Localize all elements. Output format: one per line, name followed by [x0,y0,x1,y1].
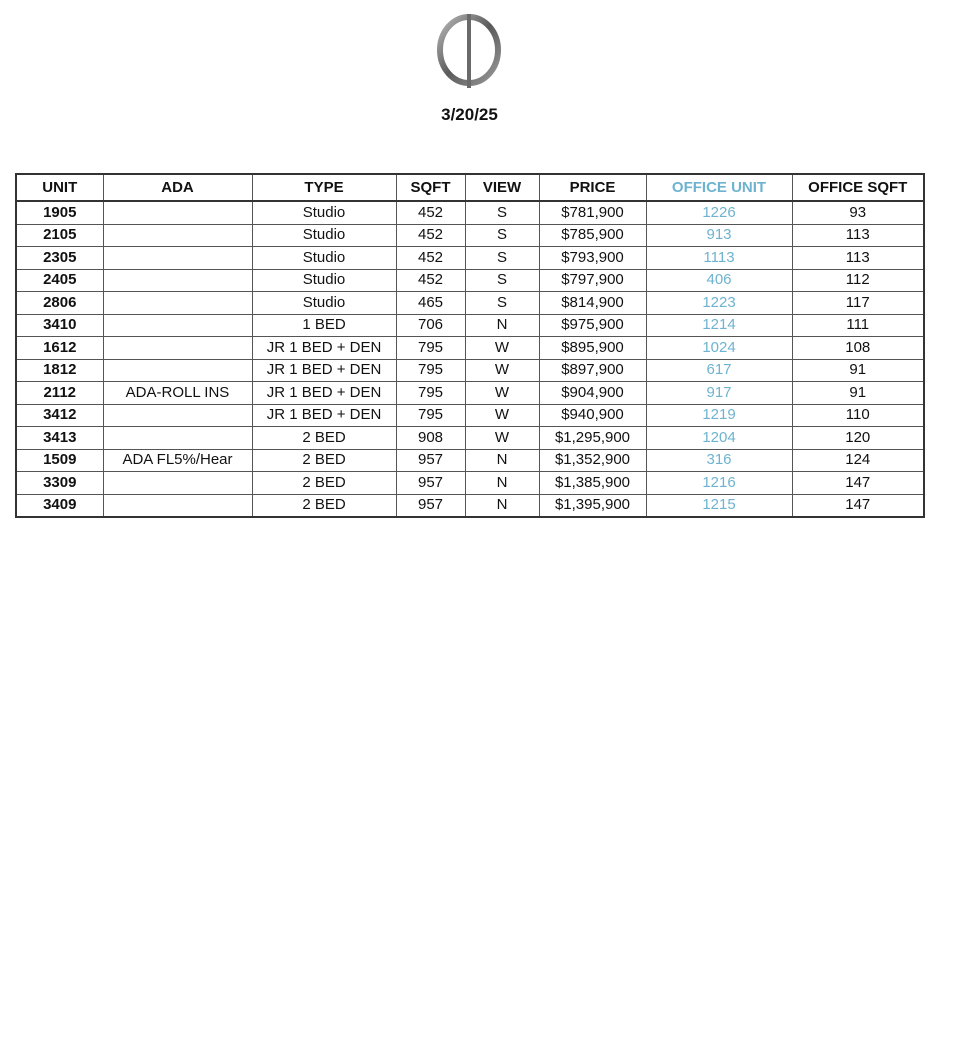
table-row [16,404,924,427]
ada-cell [103,269,252,292]
ada-cell [103,201,252,224]
office-unit-cell: 1204 [646,427,792,450]
office-sqft-cell: 110 [792,404,924,427]
monogram-logo-icon [434,12,504,90]
office-unit-cell: 1219 [646,404,792,427]
ada-cell [103,314,252,337]
office-sqft-cell: 120 [792,427,924,450]
type-cell: Studio [252,292,396,315]
price-cell: $785,900 [539,224,646,247]
table-row [16,494,924,517]
office-sqft-cell: 113 [792,247,924,270]
table-row [16,449,924,472]
type-cell: 2 BED [252,427,396,450]
unit-cell: 1812 [16,359,103,382]
table-row [16,247,924,270]
type-cell: JR 1 BED + DEN [252,382,396,405]
sqft-cell: 795 [396,382,465,405]
type-cell: 2 BED [252,449,396,472]
ada-cell [103,427,252,450]
table-row [16,359,924,382]
table-row [16,472,924,495]
view-cell: S [465,292,539,315]
ada-cell [103,359,252,382]
table-header-row [16,174,924,201]
view-cell: N [465,472,539,495]
type-cell: Studio [252,201,396,224]
sqft-cell: 908 [396,427,465,450]
sqft-cell: 465 [396,292,465,315]
ada-cell [103,292,252,315]
type-cell: 2 BED [252,472,396,495]
column-header-sqft: SQFT [396,174,465,201]
unit-cell: 3409 [16,494,103,517]
price-cell: $904,900 [539,382,646,405]
office-sqft-cell: 93 [792,201,924,224]
office-sqft-cell: 108 [792,337,924,360]
unit-cell: 2105 [16,224,103,247]
unit-cell: 2305 [16,247,103,270]
table-row [16,224,924,247]
unit-pricing-table [15,173,925,518]
unit-cell: 2806 [16,292,103,315]
price-cell: $1,385,900 [539,472,646,495]
type-cell: JR 1 BED + DEN [252,337,396,360]
unit-cell: 1612 [16,337,103,360]
office-sqft-cell: 147 [792,472,924,495]
table-row [16,292,924,315]
price-cell: $781,900 [539,201,646,224]
view-cell: W [465,427,539,450]
office-unit-cell: 617 [646,359,792,382]
office-sqft-cell: 124 [792,449,924,472]
unit-cell: 3413 [16,427,103,450]
sqft-cell: 795 [396,404,465,427]
price-cell: $975,900 [539,314,646,337]
sqft-cell: 706 [396,314,465,337]
price-cell: $1,395,900 [539,494,646,517]
type-cell: Studio [252,247,396,270]
type-cell: 1 BED [252,314,396,337]
sqft-cell: 957 [396,472,465,495]
table-body [16,201,924,517]
view-cell: W [465,382,539,405]
office-unit-cell: 917 [646,382,792,405]
sqft-cell: 452 [396,201,465,224]
office-sqft-cell: 112 [792,269,924,292]
table-row [16,427,924,450]
column-header-view: VIEW [465,174,539,201]
unit-cell: 1509 [16,449,103,472]
table-row [16,314,924,337]
column-header-office-sqft: OFFICE SQFT [792,174,924,201]
ada-cell: ADA FL5%/Hear [103,449,252,472]
view-cell: S [465,247,539,270]
price-cell: $1,295,900 [539,427,646,450]
ada-cell [103,472,252,495]
view-cell: S [465,269,539,292]
sqft-cell: 795 [396,337,465,360]
column-header-price: PRICE [539,174,646,201]
office-sqft-cell: 91 [792,359,924,382]
office-sqft-cell: 147 [792,494,924,517]
sqft-cell: 957 [396,494,465,517]
unit-cell: 3412 [16,404,103,427]
table-row [16,382,924,405]
office-unit-cell: 913 [646,224,792,247]
ada-cell [103,494,252,517]
table-row [16,337,924,360]
price-cell: $797,900 [539,269,646,292]
ada-cell [103,247,252,270]
office-unit-cell: 1215 [646,494,792,517]
view-cell: N [465,314,539,337]
table-row [16,201,924,224]
view-cell: S [465,201,539,224]
column-header-unit: UNIT [16,174,103,201]
column-header-ada: ADA [103,174,252,201]
sqft-cell: 957 [396,449,465,472]
view-cell: N [465,494,539,517]
column-header-office-unit: OFFICE UNIT [646,174,792,201]
unit-cell: 1905 [16,201,103,224]
column-header-type: TYPE [252,174,396,201]
view-cell: S [465,224,539,247]
office-unit-cell: 316 [646,449,792,472]
office-unit-cell: 406 [646,269,792,292]
view-cell: W [465,337,539,360]
ada-cell [103,337,252,360]
view-cell: W [465,404,539,427]
price-cell: $814,900 [539,292,646,315]
document-date: 3/20/25 [441,105,498,124]
office-sqft-cell: 117 [792,292,924,315]
type-cell: Studio [252,224,396,247]
price-cell: $1,352,900 [539,449,646,472]
price-cell: $940,900 [539,404,646,427]
view-cell: N [465,449,539,472]
unit-cell: 2405 [16,269,103,292]
office-sqft-cell: 91 [792,382,924,405]
office-unit-cell: 1024 [646,337,792,360]
unit-cell: 3410 [16,314,103,337]
ada-cell [103,224,252,247]
table-row [16,269,924,292]
office-unit-cell: 1113 [646,247,792,270]
ada-cell: ADA-ROLL INS [103,382,252,405]
view-cell: W [465,359,539,382]
type-cell: Studio [252,269,396,292]
price-cell: $895,900 [539,337,646,360]
type-cell: 2 BED [252,494,396,517]
type-cell: JR 1 BED + DEN [252,359,396,382]
office-unit-cell: 1226 [646,201,792,224]
office-sqft-cell: 111 [792,314,924,337]
office-sqft-cell: 113 [792,224,924,247]
sqft-cell: 452 [396,269,465,292]
office-unit-cell: 1223 [646,292,792,315]
sqft-cell: 452 [396,224,465,247]
ada-cell [103,404,252,427]
price-cell: $897,900 [539,359,646,382]
type-cell: JR 1 BED + DEN [252,404,396,427]
unit-cell: 3309 [16,472,103,495]
sqft-cell: 795 [396,359,465,382]
price-cell: $793,900 [539,247,646,270]
office-unit-cell: 1216 [646,472,792,495]
unit-cell: 2112 [16,382,103,405]
office-unit-cell: 1214 [646,314,792,337]
sqft-cell: 452 [396,247,465,270]
